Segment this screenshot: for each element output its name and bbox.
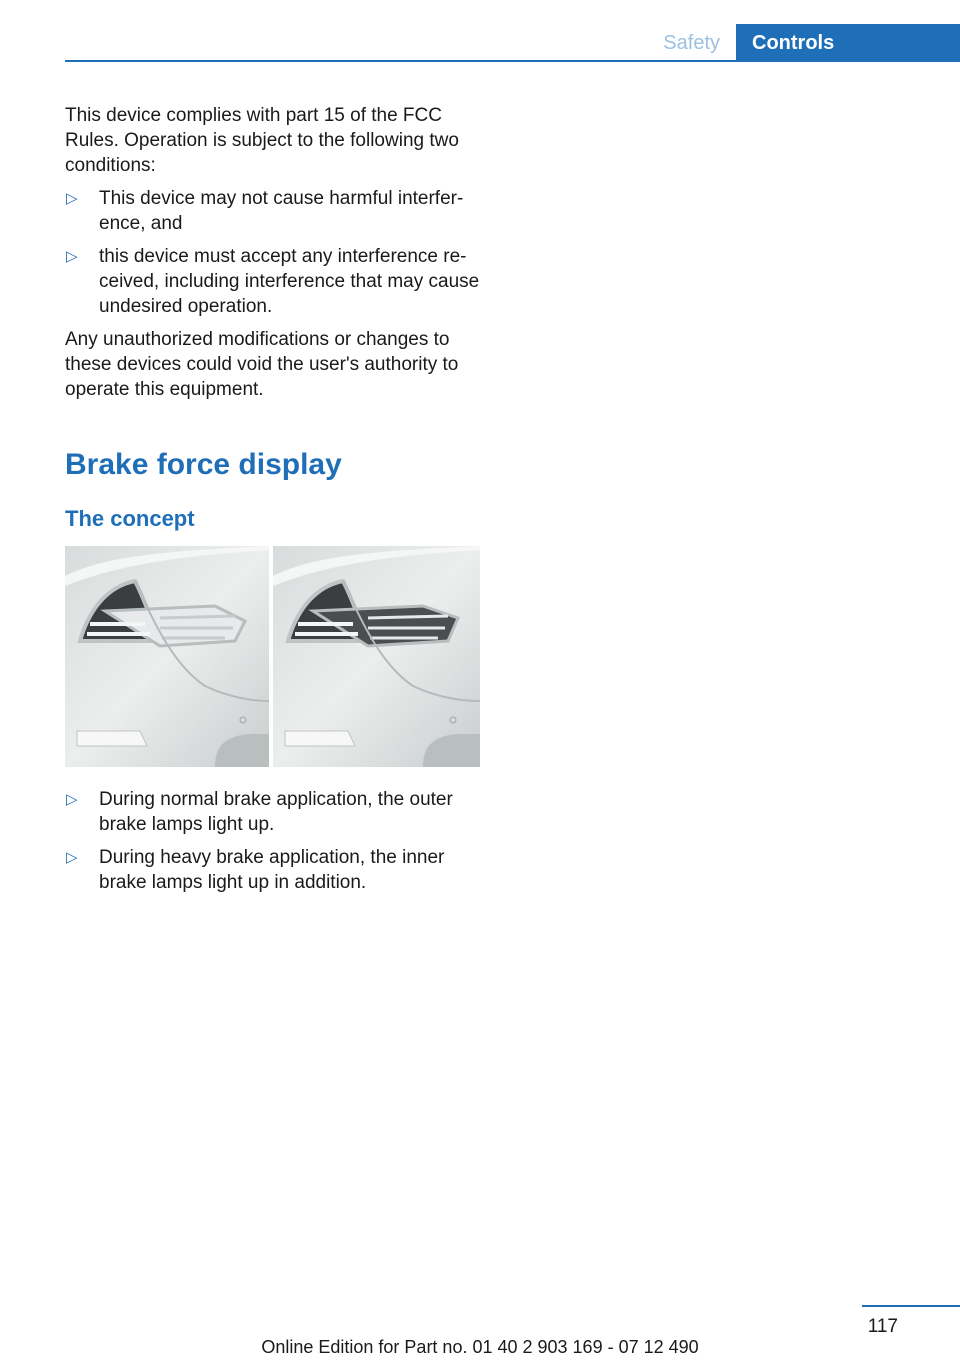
- section-title: Brake force display: [65, 448, 342, 481]
- triangle-right-icon: ▷: [66, 849, 78, 866]
- list-item-text: this device must accept any interference re‐ ceived, including interference that may cause undesired operation.: [99, 246, 480, 317]
- header-rule: [65, 60, 960, 62]
- brake-lamp-figure: [65, 546, 480, 767]
- list-item: [65, 845, 485, 895]
- triangle-right-icon: ▷: [66, 190, 78, 207]
- list-item: [65, 787, 485, 837]
- normal-brake-image: [65, 546, 269, 767]
- list-item: [65, 244, 485, 319]
- modifications-paragraph: Any unauthorized modifications or changes to these devices could void the user's authority to operate this equipment.: [65, 329, 459, 400]
- intro-block: [65, 103, 485, 402]
- list-item-text: During normal brake application, the outer brake lamps light up.: [99, 789, 453, 835]
- tab-controls[interactable]: Controls: [736, 24, 960, 62]
- brake-display-list: [65, 787, 485, 903]
- section-subtitle: The concept: [65, 506, 195, 531]
- list-item: [65, 186, 485, 236]
- list-item-text: During heavy brake application, the inner brake lamps light up in addition.: [99, 847, 445, 893]
- page-number: 117: [867, 1316, 898, 1337]
- edition-footer: Online Edition for Part no. 01 40 2 903 169 - 07 12 490: [261, 1337, 699, 1357]
- list-item-text: This device may not cause harmful interfer‐ ence, and: [99, 188, 464, 234]
- fcc-conditions-list: [65, 186, 485, 319]
- tab-safety[interactable]: Safety: [663, 32, 720, 54]
- triangle-right-icon: ▷: [66, 248, 78, 265]
- footer-rule: [862, 1305, 960, 1307]
- triangle-right-icon: ▷: [66, 791, 78, 808]
- heavy-brake-image: [273, 546, 480, 767]
- fcc-paragraph: This device complies with part 15 of the FCC Rules. Operation is subject to the following two conditions:: [65, 105, 459, 176]
